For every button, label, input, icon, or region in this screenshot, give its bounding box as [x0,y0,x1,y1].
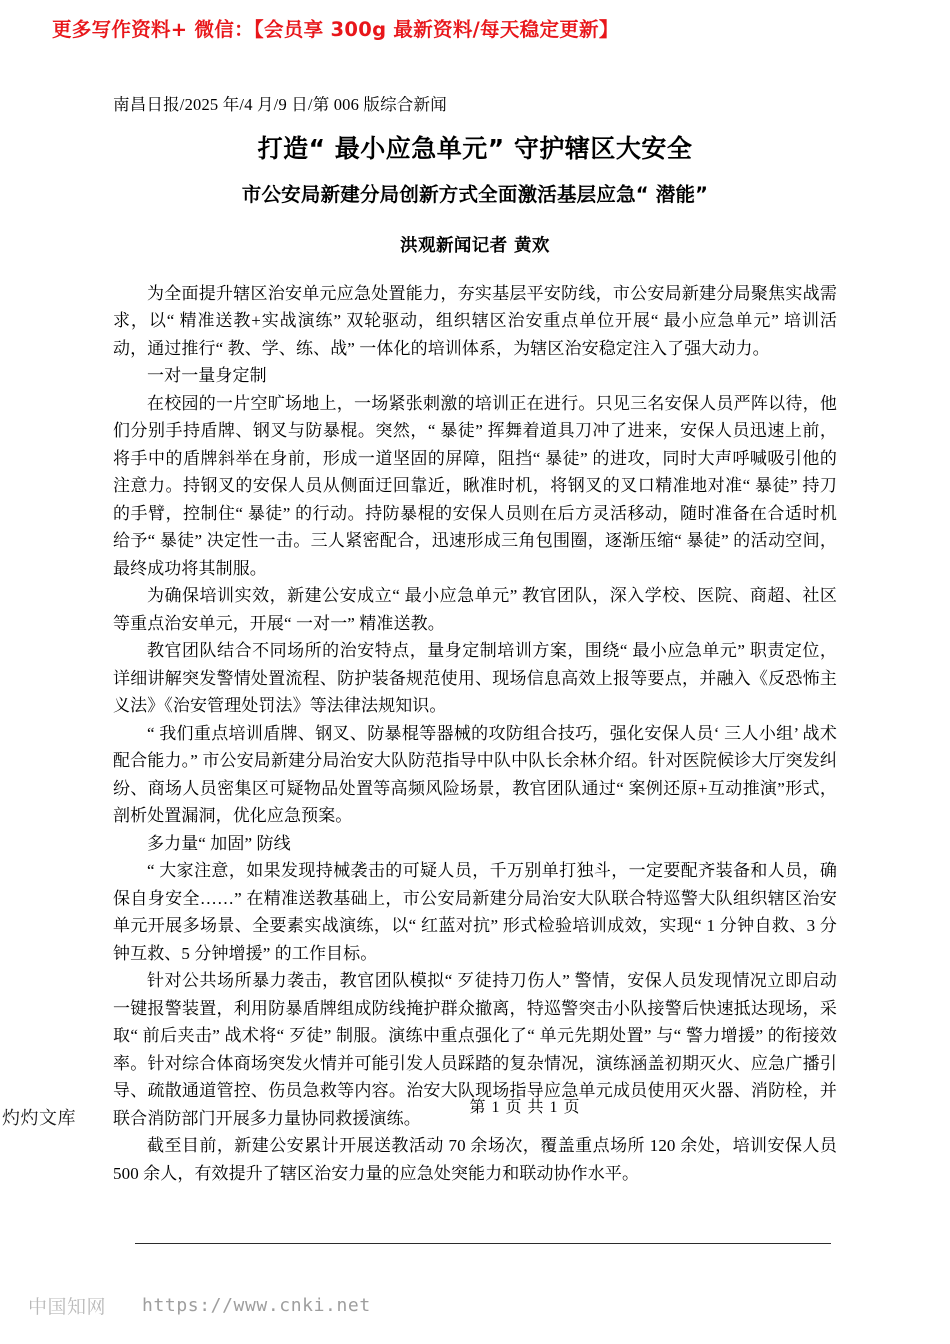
article-body [113,280,837,1188]
byline: 洪观新闻记者 黄欢 [400,235,550,256]
promo-banner: 更多写作资料+ 微信：【会员享 300g 最新资料/每天稳定更新】 [52,18,619,41]
cnki-logo-icon: 中国知网 [28,1295,107,1318]
library-watermark: 灼灼文库 [2,1108,76,1129]
paragraph: 教官团队结合不同场所的治安特点，量身定制培训方案，围绕“ 最小应急单元” 职责定位，详细讲解突发警情处置流程、防护装备规范使用、现场信息高效上报等要点，并融入《反恐怖主义法》《治安管理处罚法》等法律法规知识。 [113,641,837,716]
page-subtitle: 市公安局新建分局创新方式全面激活基层应急“ 潜能” [241,182,709,206]
document-page [113,92,837,1187]
page-number: 第 1 页 共 1 页 [469,1099,581,1116]
publication-source-line: 南昌日报/2025 年/4 月/9 日/第 006 版综合新闻 [113,95,447,114]
paragraph: “ 大家注意，如果发现持械袭击的可疑人员，千万别单打独斗，一定要配齐装备和人员，确保自身安全……” 在精准送教基础上，市公安局新建分局治安大队联合特巡警大队组织辖区治安单元开展多场景、全要素实战演练，以“ 红蓝对抗” 形式检验培训成效，实现“ 1 分钟自救、3 分钟互救、5 分钟增援” 的工作目标。 [113,861,837,963]
paragraph: 针对公共场所暴力袭击，教官团队模拟“ 歹徒持刀伤人” 警情，安保人员发现情况立即启动一键报警装置，利用防暴盾牌组成防线掩护群众撤离，特巡警突击小队接警后快速抵达现场，采取“ 前后夹击” 战术将“ 歹徒” 制服。演练中重点强化了“ 单元先期处置” 与“ 警力增援” 的衔接效率。针对综合体商场突发火情并可能引发人员踩踏的复杂情况，演练涵盖初期灭火、应急广播引导、疏散通道管控、伤员急救等内容。治安大队现场指导应急单元成员使用灭火器、消防栓，并联合消防部门开展多力量协同救援演练。 [113,971,837,1128]
paragraph: 为全面提升辖区治安单元应急处置能力，夯实基层平安防线，市公安局新建分局聚焦实战需求，以“ 精准送教+实战演练” 双轮驱动，组织辖区治安重点单位开展“ 最小应急单元” 培训活动，通过推行“ 教、学、练、战” 一体化的培训体系，为辖区治安稳定注入了强大动力。 [113,283,837,358]
paragraph: 为确保培训实效，新建公安成立“ 最小应急单元” 教官团队，深入学校、医院、商超、社区等重点治安单元，开展“ 一对一” 精准送教。 [113,586,837,633]
paragraph-subheading: 多力量“ 加固” 防线 [147,833,291,853]
footer-divider [135,1243,831,1244]
paragraph: 截至目前，新建公安累计开展送教活动 70 余场次，覆盖重点场所 120 余处，培训安保人员 500 余人，有效提升了辖区治安力量的应急处突能力和联动协作水平。 [113,1136,837,1183]
cnki-footer-bar [0,1285,950,1325]
cnki-url-link[interactable]: https://www.cnki.net [142,1294,371,1316]
page-title: 打造“ 最小应急单元” 守护辖区大安全 [257,134,693,163]
paragraph: “ 我们重点培训盾牌、钢叉、防暴棍等器械的攻防组合技巧，强化安保人员‘ 三人小组’ 战术配合能力。” 市公安局新建分局治安大队防范指导中队中队长余林介绍。针对医院候诊大厅突发纠纷、商场人员密集区可疑物品处置等高频风险场景，教官团队通过“ 案例还原+互动推演”形式，剖析处置漏洞，优化应急预案。 [113,723,837,826]
paragraph: 在校园的一片空旷场地上，一场紧张刺激的培训正在进行。只见三名安保人员严阵以待，他们分别手持盾牌、钢叉与防暴棍。突然，“ 暴徒” 挥舞着道具刀冲了进来，安保人员迅速上前，将手中的盾牌斜举在身前，形成一道坚固的屏障，阻挡“ 暴徒” 的进攻，同时大声呼喊吸引他的注意力。持钢叉的安保人员从侧面迂回靠近，瞅准时机，将钢叉的叉口精准地对准“ 暴徒” 持刀的手臂，控制住“ 暴徒” 的行动。持防暴棍的安保人员则在后方灵活移动，随时准备在合适时机给予“ 暴徒” 决定性一击。三人紧密配合，迅速形成三角包围圈，逐渐压缩“ 暴徒” 的活动空间，最终成功将其制服。 [113,393,837,578]
paragraph-subheading: 一对一量身定制 [147,366,267,386]
